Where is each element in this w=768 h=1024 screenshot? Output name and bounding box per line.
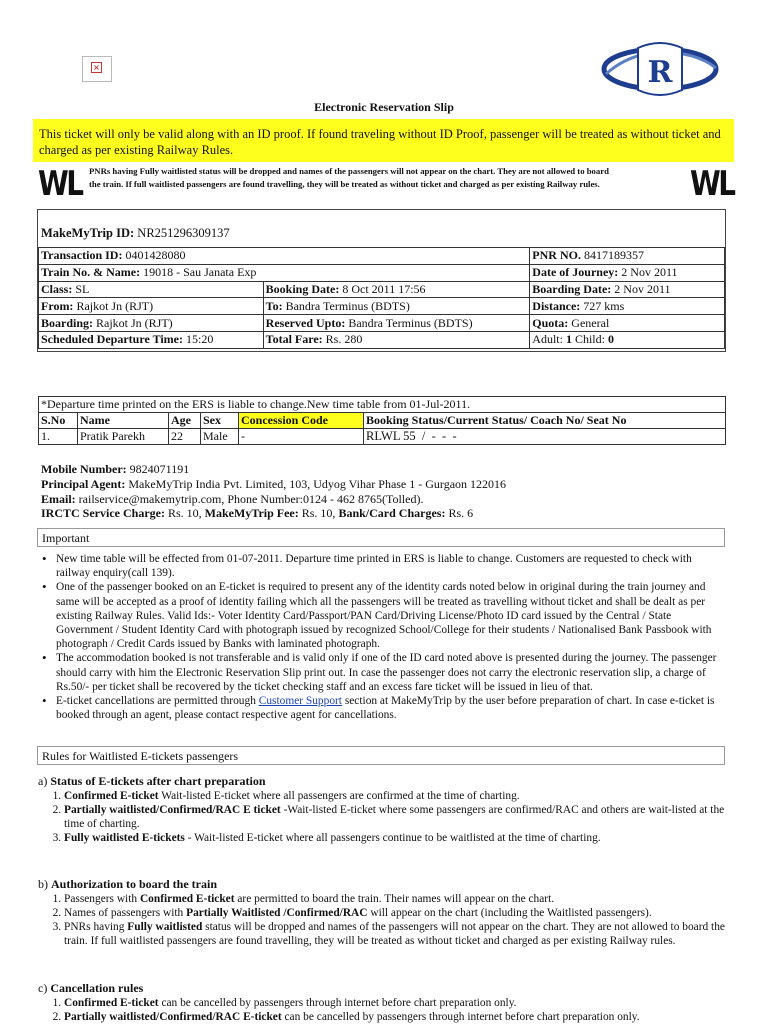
list-item: 2. Partially waitlisted/Confirmed/RAC E ticket -Wait-listed E-ticket where some passengers are confirmed/RAC and others are wait-listed at the time of charting. xyxy=(64,803,740,832)
svg-text:R: R xyxy=(647,55,673,90)
booking-details-table xyxy=(38,247,725,349)
list-item: 2. Partially waitlisted/Confirmed/RAC E-ticket can be cancelled by passengers through internet before chart preparation only. xyxy=(64,1010,740,1024)
indian-railways-logo xyxy=(598,38,722,100)
col-header-status: Booking Status/Current Status/ Coach No/ Seat No xyxy=(364,413,726,429)
cancellation-rules-list xyxy=(38,996,740,1024)
rules-heading: Rules for Waitlisted E-tickets passengers xyxy=(37,746,725,765)
contact-info xyxy=(41,462,506,521)
mobile-number: Mobile Number: 9824071191 xyxy=(41,462,190,476)
to-cell: To: Bandra Terminus (BDTS) xyxy=(263,298,530,315)
waitlist-notice-line2: the train. If full waitlisted passengers are found travelling, they will be treated as without ticket and charged as per existing Railway rules. xyxy=(89,179,600,189)
table-row xyxy=(39,298,725,315)
boarding-date-cell: Boarding Date: 2 Nov 2011 xyxy=(530,281,725,298)
list-item: 3. Fully waitlisted E-tickets - Wait-listed E-ticket where all passengers continue to be waitlisted at the time of charting. xyxy=(64,831,740,845)
passenger-sex: Male xyxy=(201,429,239,445)
principal-agent: Principal Agent: MakeMyTrip India Pvt. Limited, 103, Udyog Vihar Phase 1 - Gurgaon 122016 xyxy=(41,476,507,491)
section-title: b) Authorization to board the train xyxy=(38,877,217,891)
journey-date-cell: Date of Journey: 2 Nov 2011 xyxy=(530,264,725,281)
page-title: Electronic Reservation Slip xyxy=(314,100,454,114)
table-row xyxy=(39,281,725,298)
charges: IRCTC Service Charge: Rs. 10, MakeMyTrip Fee: Rs. 10, Bank/Card Charges: Rs. 6 xyxy=(41,506,474,521)
col-header-sex: Sex xyxy=(201,413,239,429)
col-header-name: Name xyxy=(78,413,169,429)
table-row xyxy=(39,248,725,265)
list-item: 2. Names of passengers with Partially Waitlisted /Confirmed/RAC will appear on the chart (including the Waitlisted passengers). xyxy=(64,906,740,920)
boarding-cell: Boarding: Rajkot Jn (RJT) xyxy=(39,315,264,332)
list-item: • New time table will be effected from 01-07-2011. Departure time printed in ERS is liable to change. Customers are requested to check with railway enquiry(call 139). xyxy=(40,552,718,580)
reserved-upto-cell: Reserved Upto: Bandra Terminus (BDTS) xyxy=(263,315,530,332)
table-row xyxy=(39,429,726,445)
waitlist-notice-line1: PNRs having Fully waitlisted status will be dropped and names of the passengers will not appear on the chart. They are not allowed to board xyxy=(89,166,609,176)
transaction-id-cell: Transaction ID: 0401428080 xyxy=(39,248,530,265)
list-item: • E-ticket cancellations are permitted through Customer Support section at MakeMyTrip by the user before preparation of chart. In case e-ticket is booked through an agent, please contact respective agent for cancellations. xyxy=(40,694,718,722)
booking-date-cell: Booking Date: 8 Oct 2011 17:56 xyxy=(263,281,530,298)
quota-cell: Quota: General xyxy=(530,315,725,332)
passenger-status: RLWL 55 / - - - xyxy=(364,429,726,445)
scheduled-departure-cell: Scheduled Departure Time: 15:20 xyxy=(39,331,264,348)
passenger-sno: 1. xyxy=(39,429,78,445)
train-cell: Train No. & Name: 19018 - Sau Janata Exp xyxy=(39,264,530,281)
boarding-rules-list xyxy=(38,892,740,949)
important-list xyxy=(40,552,718,722)
col-header-sno: S.No xyxy=(39,413,78,429)
list-item: • One of the passenger booked on an E-ticket is required to present any of the identity cards noted below in original during the train journey and same will be accepted as a proof of identity failing which all the passengers will be treated as travelling without ticket and shall be dealt as per existing Railway Rules. Valid Ids:- Voter Identity Card/Passport/PAN Card/Driving License/Photo ID card issued by the Central / State Government / Student Identity Card with photograph issued by recognized School/College for their students / Nationalised Bank Passbook with photograph / Credit Cards issued by Banks with laminated photograph. xyxy=(40,580,718,651)
list-item: 1. Passengers with Confirmed E-ticket are permitted to board the train. Their names will appear on the chart. xyxy=(64,892,740,906)
total-fare-cell: Total Fare: Rs. 280 xyxy=(263,331,530,348)
list-item: 1. Confirmed E-ticket Wait-listed E-ticket where all passengers are confirmed at the time of charting. xyxy=(64,789,740,803)
wl-badge-right: WL xyxy=(690,164,734,204)
status-rules-list xyxy=(38,789,740,846)
broken-image-icon: × xyxy=(82,56,112,82)
table-header-row xyxy=(39,413,726,429)
col-header-age: Age xyxy=(169,413,201,429)
passenger-concession: - xyxy=(239,429,364,445)
passenger-age: 22 xyxy=(169,429,201,445)
col-header-concession: Concession Code xyxy=(239,413,364,429)
pnr-cell: PNR NO. 8417189357 xyxy=(530,248,725,265)
important-heading: Important xyxy=(37,528,725,547)
waitlist-notice xyxy=(89,165,644,191)
rules-section-c xyxy=(38,981,740,1024)
wl-badge-left: WL xyxy=(38,164,82,204)
id-proof-notice: This ticket will only be valid along with an ID proof. If found traveling without ID Proof, passenger will be treated as without ticket and charged as per existing Railway Rules. xyxy=(33,119,734,162)
makemytrip-id: MakeMyTrip ID: NR251296309137 xyxy=(41,226,230,240)
list-item: 1. Confirmed E-ticket can be cancelled by passengers through internet before chart preparation only. xyxy=(64,996,740,1010)
passenger-count-cell: Adult: 1 Child: 0 xyxy=(530,331,725,348)
table-row xyxy=(39,315,725,332)
passenger-name: Pratik Parekh xyxy=(78,429,169,445)
customer-support-link[interactable]: Customer Support xyxy=(258,695,342,708)
from-cell: From: Rajkot Jn (RJT) xyxy=(39,298,264,315)
section-title: c) Cancellation rules xyxy=(38,981,144,995)
list-item: 3. PNRs having Fully waitlisted status will be dropped and names of the passengers will not appear on the chart. They are not allowed to board the train. If full waitlisted passengers are found travelling, they will be treated as without ticket and charged as per existing Railway rules. xyxy=(64,920,740,949)
departure-note: *Departure time printed on the ERS is liable to change.New time table from 01-Jul-2011. xyxy=(39,397,726,413)
table-row xyxy=(39,331,725,348)
list-item: • The accommodation booked is not transferable and is valid only if one of the ID card noted above is presented during the journey. The passenger should carry with him the Electronic Reservation Slip print out. In case the passenger does not carry the electronic reservation slip, a charge of Rs.50/- per ticket shall be recovered by the ticket checking staff and an excess fare ticket will be issued in lieu of that. xyxy=(40,651,718,694)
table-row xyxy=(39,397,726,413)
passenger-table xyxy=(38,396,726,445)
table-row xyxy=(39,264,725,281)
section-title: a) Status of E-tickets after chart preparation xyxy=(38,774,266,788)
rules-section-b xyxy=(38,877,740,949)
rules-section-a xyxy=(38,774,740,846)
email-phone: Email: railservice@makemytrip.com, Phone Number:0124 - 462 8765(Tolled). xyxy=(41,491,424,506)
class-cell: Class: SL xyxy=(39,281,264,298)
distance-cell: Distance: 727 kms xyxy=(530,298,725,315)
